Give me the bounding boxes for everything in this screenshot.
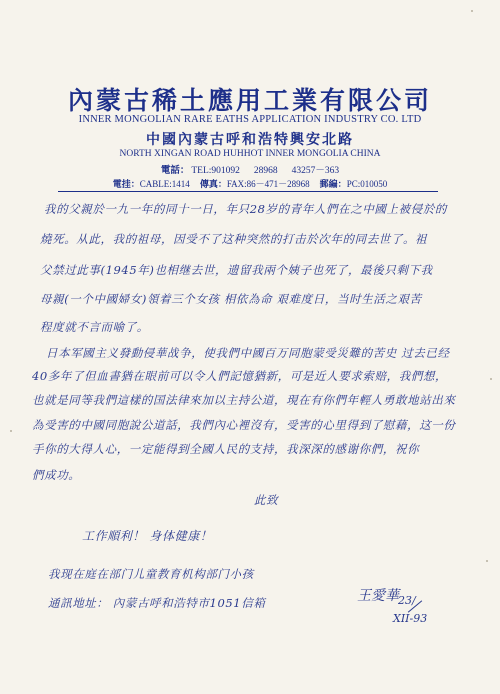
address-english: NORTH XINGAN ROAD HUHHOT INNER MONGOLIA CHINA bbox=[119, 149, 381, 159]
letter-line-4: 母親(一个中國婦女)領着三个女孩 相依為命 艰难度日，当时生活之艰苦 bbox=[40, 292, 422, 306]
phone-number-2: 28968 bbox=[253, 166, 278, 176]
letter-line-10: 手你的大得人心，一定能得到全國人民的支持，我深深的感谢你們，祝你 bbox=[32, 442, 420, 456]
company-name-chinese: 內蒙古稀土應用工業有限公司 bbox=[67, 86, 432, 115]
closing-wishes: 工作順利！ 身体健康！ bbox=[82, 529, 213, 543]
mailing-address: 通訊地址： 內蒙古呼和浩特市1051信箱 bbox=[48, 596, 266, 610]
signature: 王愛華 bbox=[357, 588, 399, 604]
scan-speck bbox=[10, 430, 12, 432]
closing-salutation: 此致 bbox=[254, 493, 279, 507]
scan-speck bbox=[471, 10, 473, 12]
letterhead-divider bbox=[58, 191, 438, 192]
letter-line-5: 程度就不言而喻了。 bbox=[40, 320, 149, 334]
letter-line-9: 為受害的中國同胞說公道話，我們內心裡沒有，受害的心里得到了慰藉，这一份 bbox=[32, 418, 456, 432]
cable-value: CABLE:1414 bbox=[139, 179, 190, 189]
phone-tel: TEL:901092 bbox=[191, 166, 240, 176]
letter-line-8: 也就是同等我們這樣的国法律來加以主持公道，現在有你們年輕人勇敢地站出來 bbox=[32, 393, 456, 407]
letter-line-11: 們成功。 bbox=[32, 468, 81, 482]
scan-speck bbox=[490, 378, 492, 380]
cable-fax-postcode-line bbox=[0, 177, 500, 190]
letter-line-7: 40多年了但血書猶在眼前可以令人們記憶猶新，可是近人要求索赔，我們想， bbox=[32, 369, 448, 383]
letter-line-3: 父禁过此事(1945年)也相继去世，遗留我兩个姨子也死了，最後只剩下我 bbox=[40, 263, 433, 277]
cable-label: 電挂： bbox=[112, 180, 140, 190]
address-chinese: 中國內蒙古呼和浩特興安北路 bbox=[146, 132, 354, 148]
postcode-value: PC:010050 bbox=[346, 179, 388, 189]
letter-line-6: 日本军國主义發動侵華战争，使我們中國百万同胞蒙受災難的苦史 过去已经 bbox=[46, 346, 450, 360]
phone-number-3: 43257－363 bbox=[291, 166, 340, 176]
postcode-label: 郵編： bbox=[319, 180, 347, 190]
letter-line-1: 我的父親於一九一年的同十一日，年只28岁的青年人們在之中國上被侵於的 bbox=[44, 202, 448, 216]
fax-label: 傳真： bbox=[199, 180, 227, 190]
scan-speck bbox=[486, 560, 488, 562]
letter-line-2: 燒死。从此，我的祖母，因受不了这种突然的打击於次年的同去世了。祖 bbox=[40, 232, 428, 246]
phone-label: 電話： bbox=[160, 165, 190, 176]
company-name-english: INNER MONGOLIAN RARE EATHS APPLICATION INDUSTRY CO. LTD bbox=[78, 114, 422, 125]
sender-note: 我现在庭在部门儿童教育机构部门小孩 bbox=[48, 567, 254, 581]
fax-value: FAX:86－471－28968 bbox=[226, 179, 310, 189]
date-month-year: XII-93 bbox=[393, 612, 428, 625]
date-day: 23/ bbox=[398, 594, 416, 607]
phone-line bbox=[0, 162, 500, 176]
